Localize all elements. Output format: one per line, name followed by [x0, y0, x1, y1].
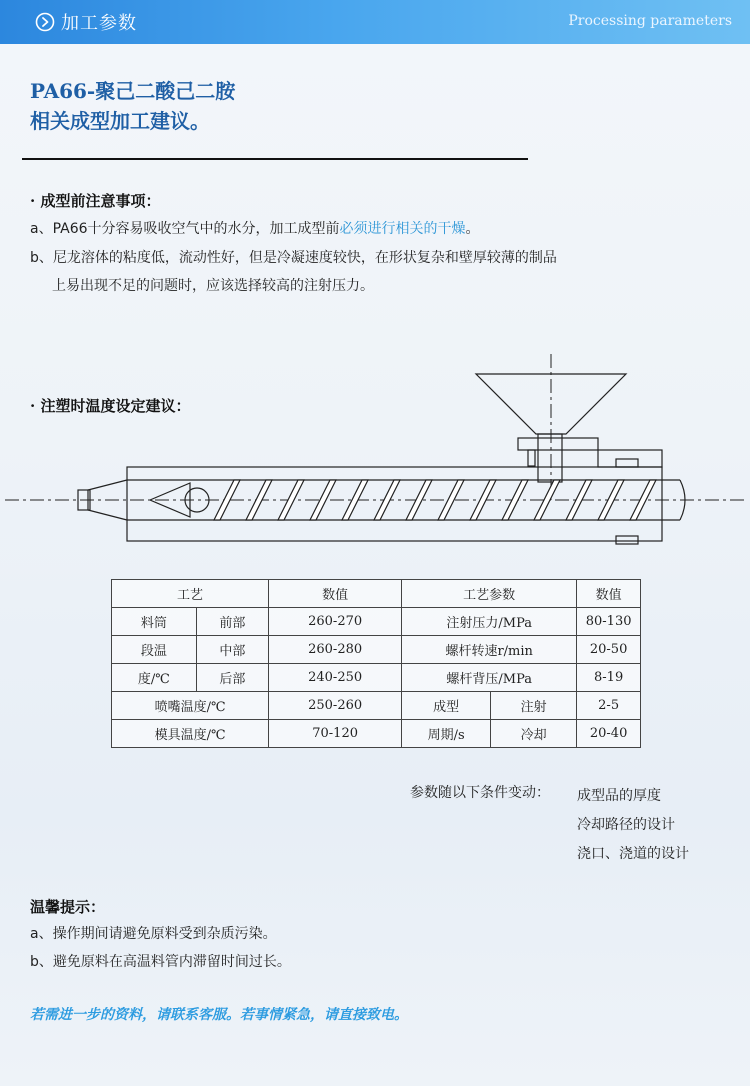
table-cell: 70-120 [269, 720, 402, 748]
tips-heading: 温馨提示： [30, 898, 106, 916]
table-header-cell: 工艺参数 [402, 580, 577, 608]
circle-arrow-icon [35, 12, 55, 32]
table-header-row [112, 580, 641, 608]
footer-note: 若需进一步的资料，请联系客服。若事情紧急，请直接致电。 [30, 1007, 408, 1023]
table-cell: 螺杆背压/MPa [402, 664, 577, 692]
table-cell: 段温 [112, 636, 197, 664]
precaution-b-line2: 上易出现不足的问题时，应该选择较高的注射压力。 [52, 278, 374, 294]
table-cell: 成型 [402, 692, 491, 720]
title-divider [22, 158, 528, 160]
table-cell: 前部 [196, 608, 268, 636]
table-cell: 8-19 [577, 664, 641, 692]
table-cell: 后部 [196, 664, 268, 692]
table-cell: 螺杆转速r/min [402, 636, 577, 664]
table-row [112, 664, 641, 692]
table-header-cell: 工艺 [112, 580, 269, 608]
table-header-cell: 数值 [577, 580, 641, 608]
list-item: 冷却路径的设计 [577, 817, 675, 833]
page-title [30, 76, 235, 136]
table-cell: 20-50 [577, 636, 641, 664]
variation-label: 参数随以下条件变动： [410, 785, 550, 801]
table-row [112, 636, 641, 664]
page-title-line2: 相关成型加工建议。 [30, 109, 210, 133]
header-subtitle-en: Processing parameters [568, 13, 732, 29]
table-cell: 80-130 [577, 608, 641, 636]
barrel [78, 450, 685, 544]
tip-b: b、避免原料在高温料管内滞留时间过长。 [30, 954, 291, 970]
table-row [112, 720, 641, 748]
precaution-a-suffix: 。 [465, 221, 480, 237]
temperature-heading: · 注塑时温度设定建议： [30, 397, 191, 415]
table-cell: 周期/s [402, 720, 491, 748]
precautions-heading: · 成型前注意事项： [30, 192, 161, 210]
table-cell: 料筒 [112, 608, 197, 636]
table-cell: 20-40 [577, 720, 641, 748]
header-bar [0, 0, 750, 44]
parameter-table [111, 579, 641, 748]
precaution-a-text: a、PA66十分容易吸收空气中的水分，加工成型前 [30, 221, 340, 237]
header-left [35, 9, 137, 35]
table-cell: 注射压力/MPa [402, 608, 577, 636]
table-row [112, 692, 641, 720]
table-cell: 250-260 [269, 692, 402, 720]
table-cell: 260-280 [269, 636, 402, 664]
tip-a: a、操作期间请避免原料受到杂质污染。 [30, 926, 277, 942]
table-cell: 2-5 [577, 692, 641, 720]
table-cell: 注射 [491, 692, 577, 720]
table-row [112, 608, 641, 636]
list-item: 成型品的厚度 [577, 788, 661, 804]
list-item: 浇口、浇道的设计 [577, 846, 689, 862]
injection-screw-diagram [0, 350, 750, 565]
precaution-a [30, 218, 480, 238]
centerline [5, 354, 745, 500]
page-title-line1: PA66-聚己二酸己二胺 [30, 79, 236, 103]
header-title: 加工参数 [61, 13, 137, 34]
table-cell: 喷嘴温度/℃ [112, 692, 269, 720]
precaution-b-line1: b、尼龙溶体的粘度低，流动性好，但是冷凝速度较快，在形状复杂和壁厚较薄的制品 [30, 250, 557, 266]
table-cell: 模具温度/℃ [112, 720, 269, 748]
variation-list [577, 782, 689, 869]
table-header-cell: 数值 [269, 580, 402, 608]
table-cell: 中部 [196, 636, 268, 664]
table-cell: 度/℃ [112, 664, 197, 692]
table-cell: 240-250 [269, 664, 402, 692]
precaution-a-highlight: 必须进行相关的干燥 [339, 221, 466, 237]
table-cell: 冷却 [491, 720, 577, 748]
table-cell: 260-270 [269, 608, 402, 636]
